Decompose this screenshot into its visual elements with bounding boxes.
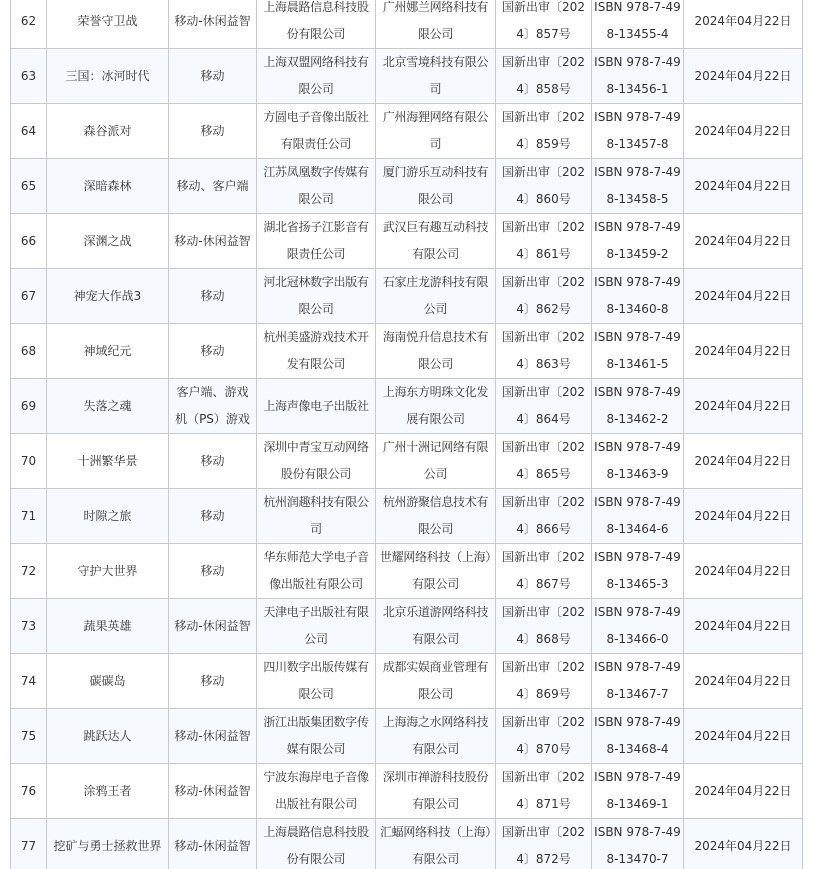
cell-game-name: 守护大世界	[47, 544, 169, 599]
cell-approval-date: 2024年04月22日	[684, 379, 803, 434]
cell-operator: 北京乐道游网络科技有限公司	[376, 599, 496, 654]
cell-game-type: 移动-休闲益智	[169, 819, 257, 869]
cell-game-name: 荣誉守卫战	[47, 0, 169, 49]
cell-approval-date: 2024年04月22日	[684, 324, 803, 379]
table-row	[11, 104, 803, 159]
cell-operator: 武汉巨有趣互动科技有限公司	[376, 214, 496, 269]
cell-approval-number: 国新出审〔2024〕858号	[496, 49, 592, 104]
cell-game-name: 十洲繁华景	[47, 434, 169, 489]
cell-isbn: ISBN 978-7-498-13458-5	[592, 159, 684, 214]
cell-game-type: 移动-休闲益智	[169, 764, 257, 819]
cell-isbn: ISBN 978-7-498-13456-1	[592, 49, 684, 104]
cell-operator: 上海海之水网络科技有限公司	[376, 709, 496, 764]
cell-approval-number: 国新出审〔2024〕860号	[496, 159, 592, 214]
table-row	[11, 709, 803, 764]
cell-publisher: 江苏凤凰数字传媒有限公司	[257, 159, 376, 214]
cell-number: 77	[11, 819, 47, 869]
cell-operator: 上海东方明珠文化发展有限公司	[376, 379, 496, 434]
cell-isbn: ISBN 978-7-498-13464-6	[592, 489, 684, 544]
cell-game-name: 涂鸦王者	[47, 764, 169, 819]
table-row	[11, 214, 803, 269]
cell-game-name: 跳跃达人	[47, 709, 169, 764]
cell-isbn: ISBN 978-7-498-13463-9	[592, 434, 684, 489]
cell-approval-number: 国新出审〔2024〕867号	[496, 544, 592, 599]
cell-number: 62	[11, 0, 47, 49]
table-row	[11, 159, 803, 214]
cell-game-type: 移动-休闲益智	[169, 599, 257, 654]
cell-number: 66	[11, 214, 47, 269]
cell-game-type: 移动	[169, 269, 257, 324]
cell-game-name: 三国：冰河时代	[47, 49, 169, 104]
cell-isbn: ISBN 978-7-498-13461-5	[592, 324, 684, 379]
cell-game-type: 客户端、游戏机（PS）游戏	[169, 379, 257, 434]
cell-isbn: ISBN 978-7-498-13462-2	[592, 379, 684, 434]
cell-operator: 广州十洲记网络有限公司	[376, 434, 496, 489]
table-row	[11, 654, 803, 709]
cell-publisher: 上海双盟网络科技有限公司	[257, 49, 376, 104]
cell-operator: 北京雪境科技有限公司	[376, 49, 496, 104]
cell-number: 65	[11, 159, 47, 214]
cell-game-name: 森谷派对	[47, 104, 169, 159]
cell-approval-number: 国新出审〔2024〕859号	[496, 104, 592, 159]
cell-approval-date: 2024年04月22日	[684, 709, 803, 764]
cell-approval-date: 2024年04月22日	[684, 489, 803, 544]
cell-isbn: ISBN 978-7-498-13455-4	[592, 0, 684, 49]
cell-approval-date: 2024年04月22日	[684, 434, 803, 489]
cell-approval-number: 国新出审〔2024〕871号	[496, 764, 592, 819]
cell-number: 67	[11, 269, 47, 324]
cell-publisher: 湖北省扬子江影音有限责任公司	[257, 214, 376, 269]
cell-number: 63	[11, 49, 47, 104]
table-row	[11, 379, 803, 434]
cell-number: 73	[11, 599, 47, 654]
cell-approval-date: 2024年04月22日	[684, 49, 803, 104]
cell-approval-number: 国新出审〔2024〕863号	[496, 324, 592, 379]
cell-approval-number: 国新出审〔2024〕861号	[496, 214, 592, 269]
cell-operator: 成都实娱商业管理有限公司	[376, 654, 496, 709]
cell-game-type: 移动	[169, 489, 257, 544]
cell-isbn: ISBN 978-7-498-13460-8	[592, 269, 684, 324]
cell-publisher: 天津电子出版社有限公司	[257, 599, 376, 654]
cell-game-type: 移动	[169, 49, 257, 104]
cell-isbn: ISBN 978-7-498-13459-2	[592, 214, 684, 269]
cell-approval-date: 2024年04月22日	[684, 599, 803, 654]
cell-isbn: ISBN 978-7-498-13470-7	[592, 819, 684, 869]
cell-game-name: 深暗森林	[47, 159, 169, 214]
cell-publisher: 上海声像电子出版社	[257, 379, 376, 434]
cell-number: 70	[11, 434, 47, 489]
cell-approval-date: 2024年04月22日	[684, 269, 803, 324]
cell-publisher: 深圳中青宝互动网络股份有限公司	[257, 434, 376, 489]
cell-number: 68	[11, 324, 47, 379]
cell-game-type: 移动	[169, 434, 257, 489]
table-row	[11, 819, 803, 869]
table-row	[11, 49, 803, 104]
cell-approval-date: 2024年04月22日	[684, 544, 803, 599]
cell-game-type: 移动	[169, 544, 257, 599]
cell-approval-date: 2024年04月22日	[684, 159, 803, 214]
cell-game-name: 神域纪元	[47, 324, 169, 379]
cell-publisher: 上海晨路信息科技股份有限公司	[257, 819, 376, 869]
cell-game-name: 失落之魂	[47, 379, 169, 434]
cell-approval-number: 国新出审〔2024〕865号	[496, 434, 592, 489]
cell-publisher: 宁波东海岸电子音像出版社有限公司	[257, 764, 376, 819]
table-row	[11, 544, 803, 599]
cell-publisher: 杭州美盛游戏技术开发有限公司	[257, 324, 376, 379]
cell-operator: 石家庄龙游科技有限公司	[376, 269, 496, 324]
cell-isbn: ISBN 978-7-498-13457-8	[592, 104, 684, 159]
cell-isbn: ISBN 978-7-498-13466-0	[592, 599, 684, 654]
cell-approval-date: 2024年04月22日	[684, 0, 803, 49]
cell-isbn: ISBN 978-7-498-13465-3	[592, 544, 684, 599]
cell-game-type: 移动	[169, 104, 257, 159]
cell-game-name: 碳碳岛	[47, 654, 169, 709]
cell-game-name: 蔬果英雄	[47, 599, 169, 654]
table-row	[11, 489, 803, 544]
cell-approval-date: 2024年04月22日	[684, 764, 803, 819]
table-row	[11, 599, 803, 654]
cell-operator: 深圳市禅游科技股份有限公司	[376, 764, 496, 819]
cell-publisher: 四川数字出版传媒有限公司	[257, 654, 376, 709]
cell-number: 75	[11, 709, 47, 764]
cell-operator: 厦门游乐互动科技有限公司	[376, 159, 496, 214]
table-row	[11, 764, 803, 819]
table-row	[11, 269, 803, 324]
cell-approval-number: 国新出审〔2024〕866号	[496, 489, 592, 544]
cell-isbn: ISBN 978-7-498-13467-7	[592, 654, 684, 709]
cell-publisher: 方圆电子音像出版社有限责任公司	[257, 104, 376, 159]
cell-game-type: 移动、客户端	[169, 159, 257, 214]
cell-operator: 汇蝠网络科技（上海）有限公司	[376, 819, 496, 869]
cell-game-name: 时隙之旅	[47, 489, 169, 544]
table-row	[11, 434, 803, 489]
cell-number: 69	[11, 379, 47, 434]
cell-approval-date: 2024年04月22日	[684, 819, 803, 869]
cell-publisher: 河北冠林数字出版有限公司	[257, 269, 376, 324]
cell-game-name: 挖矿与勇士拯救世界	[47, 819, 169, 869]
cell-approval-date: 2024年04月22日	[684, 104, 803, 159]
cell-approval-number: 国新出审〔2024〕870号	[496, 709, 592, 764]
cell-game-type: 移动-休闲益智	[169, 709, 257, 764]
cell-game-type: 移动-休闲益智	[169, 214, 257, 269]
cell-approval-number: 国新出审〔2024〕857号	[496, 0, 592, 49]
cell-number: 74	[11, 654, 47, 709]
cell-game-name: 神宠大作战3	[47, 269, 169, 324]
cell-operator: 广州海狸网络有限公司	[376, 104, 496, 159]
table-body	[11, 0, 803, 869]
cell-game-name: 深渊之战	[47, 214, 169, 269]
cell-operator: 世耀网络科技（上海）有限公司	[376, 544, 496, 599]
cell-approval-date: 2024年04月22日	[684, 654, 803, 709]
cell-approval-number: 国新出审〔2024〕868号	[496, 599, 592, 654]
cell-approval-number: 国新出审〔2024〕872号	[496, 819, 592, 869]
cell-approval-number: 国新出审〔2024〕862号	[496, 269, 592, 324]
cell-approval-date: 2024年04月22日	[684, 214, 803, 269]
cell-operator: 广州娜兰网络科技有限公司	[376, 0, 496, 49]
cell-game-type: 移动	[169, 654, 257, 709]
cell-game-type: 移动	[169, 324, 257, 379]
cell-approval-number: 国新出审〔2024〕864号	[496, 379, 592, 434]
cell-isbn: ISBN 978-7-498-13468-4	[592, 709, 684, 764]
cell-number: 71	[11, 489, 47, 544]
cell-publisher: 浙江出版集团数字传媒有限公司	[257, 709, 376, 764]
cell-game-type: 移动-休闲益智	[169, 0, 257, 49]
cell-operator: 海南悦升信息技术有限公司	[376, 324, 496, 379]
cell-publisher: 华东师范大学电子音像出版社有限公司	[257, 544, 376, 599]
cell-operator: 杭州游聚信息技术有限公司	[376, 489, 496, 544]
cell-approval-number: 国新出审〔2024〕869号	[496, 654, 592, 709]
game-approval-table	[10, 0, 803, 869]
cell-number: 72	[11, 544, 47, 599]
cell-number: 64	[11, 104, 47, 159]
cell-publisher: 上海晨路信息科技股份有限公司	[257, 0, 376, 49]
table-row	[11, 0, 803, 49]
cell-publisher: 杭州润趣科技有限公司	[257, 489, 376, 544]
cell-isbn: ISBN 978-7-498-13469-1	[592, 764, 684, 819]
cell-number: 76	[11, 764, 47, 819]
table-row	[11, 324, 803, 379]
